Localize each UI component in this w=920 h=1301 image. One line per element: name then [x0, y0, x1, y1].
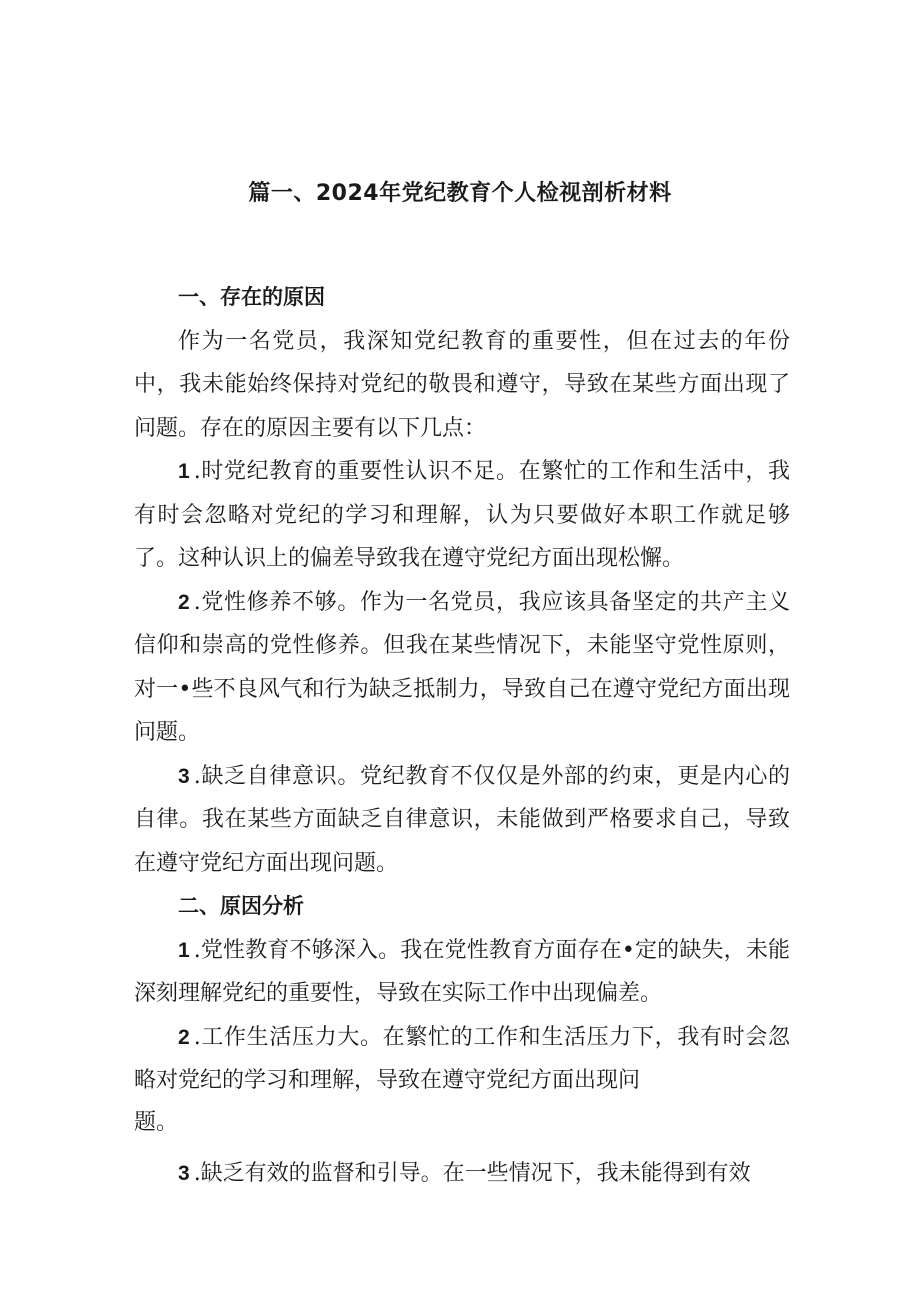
item-number: 2 — [178, 1025, 190, 1049]
item-number: 3 — [178, 764, 190, 788]
document-body — [134, 276, 790, 1196]
section-heading: 一、存在的原因 — [178, 285, 325, 309]
list-item — [134, 929, 790, 1016]
item-text: .党性修养不够。作为一名党员，我应该具备坚定的共产主义信仰和崇高的党性修养。但我在某些情况下，未能坚守党性原则，对一•些不良风气和行为缺乏抵制力，导致自己在遵守党纪方面出现问题。 — [134, 589, 790, 745]
list-item — [134, 1016, 790, 1103]
list-item — [134, 1152, 790, 1196]
item-text: .时党纪教育的重要性认识不足。在繁忙的工作和生活中，我有时会忽略对党纪的学习和理解，认为只要做好本职工作就足够了。这种认识上的偏差导致我在遵守党纪方面出现松懈。 — [134, 459, 790, 571]
item-text: .党性教育不够深入。我在党性教育方面存在•定的缺失，未能深刻理解党纪的重要性，导致在实际工作中出现偏差。 — [134, 937, 790, 1006]
item-number: 1 — [178, 460, 190, 483]
section-heading: 二、原因分析 — [178, 894, 304, 918]
item-text: .工作生活压力大。在繁忙的工作和生活压力下，我有时会忽略对党纪的学习和理解，导致在遵守党纪方面出现问 — [134, 1024, 790, 1093]
list-item — [134, 450, 790, 581]
list-item — [134, 581, 790, 755]
item-text: .缺乏有效的监督和引导。在一些情况下，我未能得到有效 — [193, 1161, 751, 1186]
item-number: 1 — [178, 938, 190, 962]
item-number: 2 — [178, 590, 190, 614]
item-text: .缺乏自律意识。党纪教育不仅仅是外部的约束，更是内心的自律。我在某些方面缺乏自律意识，未能做到严格要求自己，导致在遵守党纪方面出现问题。 — [134, 763, 790, 876]
list-item — [134, 755, 790, 886]
document-title: 篇一、2024年党纪教育个人检视剖析材料 — [248, 181, 672, 206]
item-number: 3 — [178, 1162, 190, 1185]
paragraph: 作为一名党员，我深知党纪教育的重要性，但在过去的年份中，我未能始终保持对党纪的敬畏和遵守，导致在某些方面出现了问题。存在的原因主要有以下几点： — [134, 328, 790, 441]
paragraph-tail: 题。 — [134, 1109, 179, 1135]
